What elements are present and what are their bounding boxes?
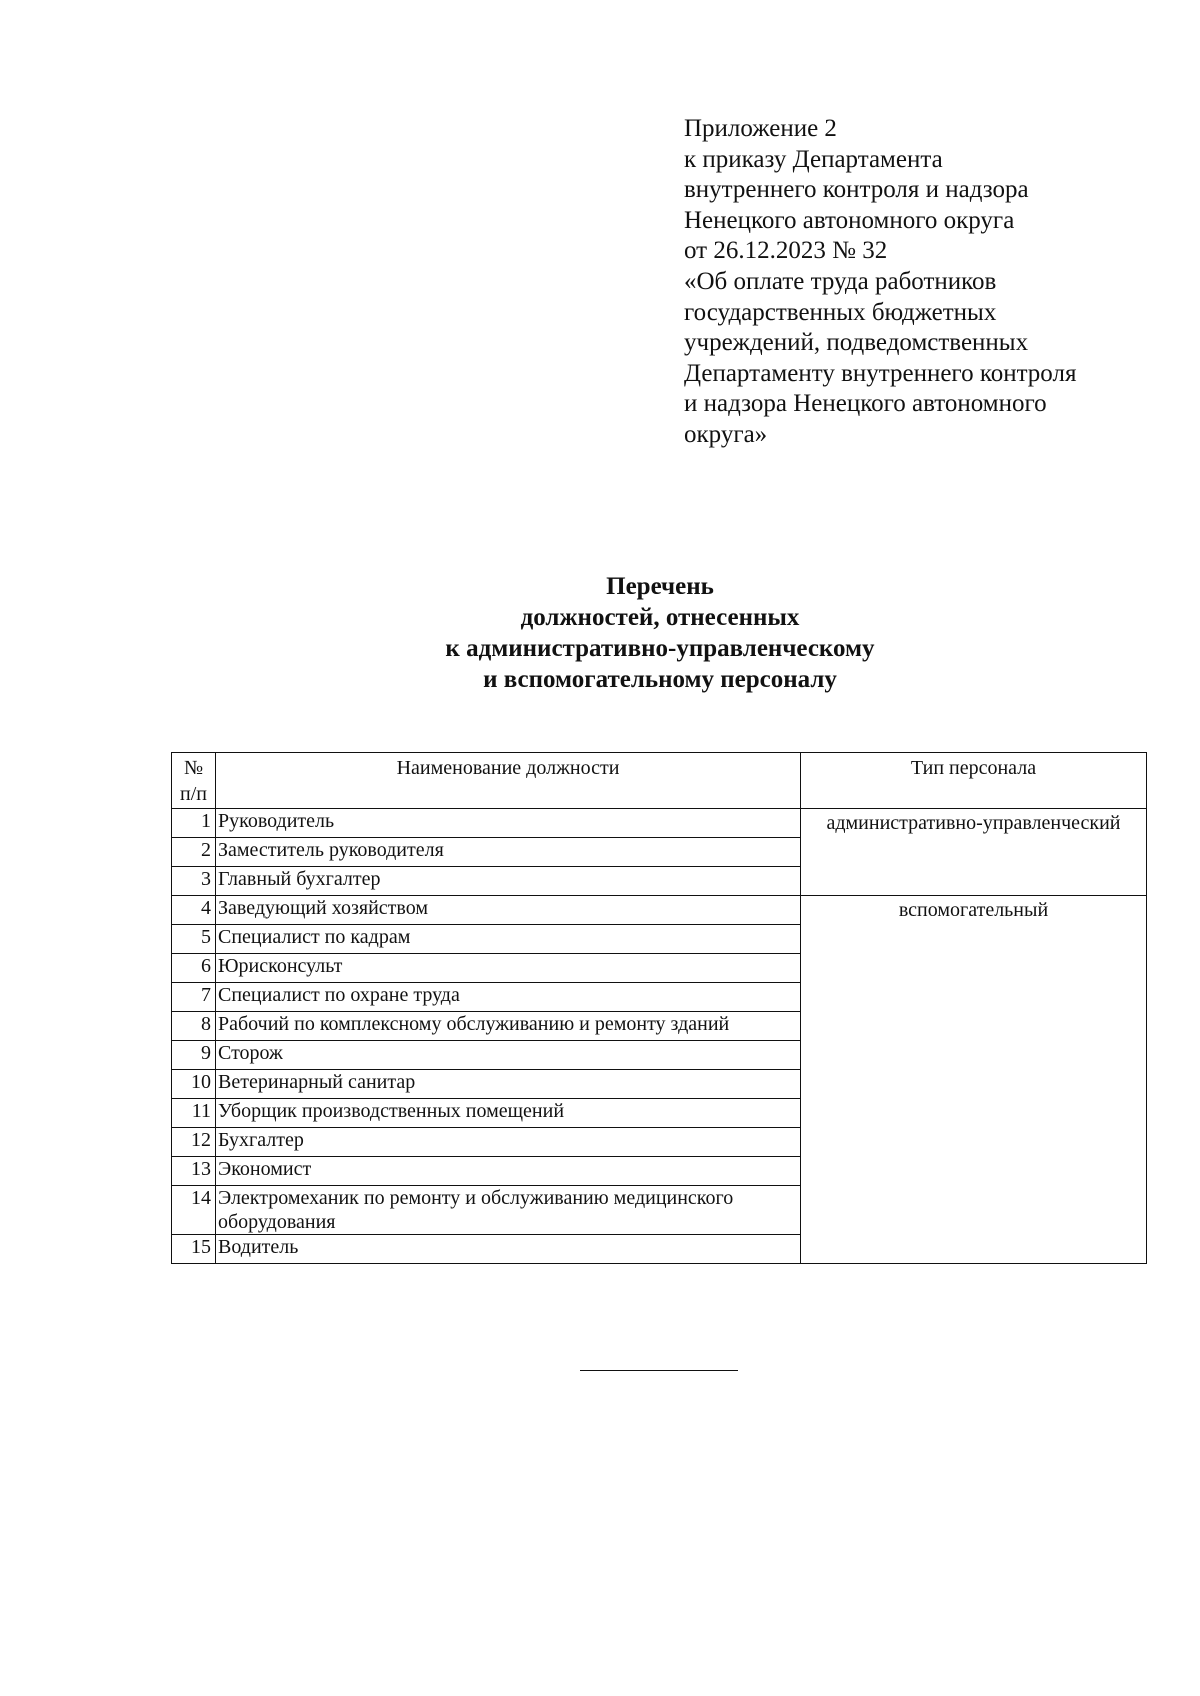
row-position-name: Водитель xyxy=(216,1235,801,1264)
row-position-name: Главный бухгалтер xyxy=(216,867,801,896)
document-title xyxy=(200,571,1120,695)
header-number xyxy=(172,753,216,809)
row-number: 9 xyxy=(172,1041,216,1070)
row-position-name: Специалист по охране труда xyxy=(216,983,801,1012)
row-staff-type: административно-управленческий xyxy=(801,809,1147,896)
positions-table xyxy=(171,752,1147,1264)
appendix-line: Ненецкого автономного округа xyxy=(684,206,1015,234)
row-number: 12 xyxy=(172,1128,216,1157)
table-header-row xyxy=(172,753,1147,809)
row-number: 13 xyxy=(172,1157,216,1186)
appendix-line: к приказу Департамента xyxy=(684,145,943,173)
table-body xyxy=(172,809,1147,1264)
row-number: 14 xyxy=(172,1186,216,1235)
appendix-line: «Об оплате труда работников xyxy=(684,267,997,295)
row-number: 3 xyxy=(172,867,216,896)
row-position-name: Специалист по кадрам xyxy=(216,925,801,954)
footer-divider xyxy=(580,1370,738,1371)
row-position-name: Юрисконсульт xyxy=(216,954,801,983)
appendix-line: Приложение 2 xyxy=(684,115,837,142)
appendix-line: и надзора Ненецкого автономного xyxy=(684,390,1047,418)
row-position-name: Сторож xyxy=(216,1041,801,1070)
row-position-name: Электромеханик по ремонту и обслуживанию медицинского оборудования xyxy=(216,1186,801,1235)
row-number: 1 xyxy=(172,809,216,838)
appendix-line: от 26.12.2023 № 32 xyxy=(684,237,888,265)
row-position-name: Заведующий хозяйством xyxy=(216,896,801,925)
table-row xyxy=(172,896,1147,925)
header-position-name: Наименование должности xyxy=(216,753,801,809)
row-position-name: Руководитель xyxy=(216,809,801,838)
row-position-name: Заместитель руководителя xyxy=(216,838,801,867)
row-number: 10 xyxy=(172,1070,216,1099)
row-number: 8 xyxy=(172,1012,216,1041)
appendix-line: внутреннего контроля и надзора xyxy=(684,176,1029,204)
header-number-label: № п/п xyxy=(180,757,207,805)
table-row xyxy=(172,809,1147,838)
title-line: Перечень xyxy=(606,573,714,600)
appendix-line: учреждений, подведомственных xyxy=(684,329,1029,357)
row-staff-type: вспомогательный xyxy=(801,896,1147,1264)
title-line: к административно-управленческому xyxy=(445,635,875,662)
appendix-block xyxy=(684,114,1154,451)
row-position-name: Рабочий по комплексному обслуживанию и ремонту зданий xyxy=(216,1012,801,1041)
row-position-name: Бухгалтер xyxy=(216,1128,801,1157)
title-line: и вспомогательному персоналу xyxy=(483,666,837,693)
row-number: 5 xyxy=(172,925,216,954)
row-number: 6 xyxy=(172,954,216,983)
row-number: 11 xyxy=(172,1099,216,1128)
appendix-line: государственных бюджетных xyxy=(684,298,997,326)
row-number: 15 xyxy=(172,1235,216,1264)
appendix-line: Департаменту внутреннего контроля xyxy=(684,359,1077,387)
row-position-name: Ветеринарный санитар xyxy=(216,1070,801,1099)
row-number: 7 xyxy=(172,983,216,1012)
row-number: 2 xyxy=(172,838,216,867)
row-position-name: Экономист xyxy=(216,1157,801,1186)
title-line: должностей, отнесенных xyxy=(520,604,800,631)
row-number: 4 xyxy=(172,896,216,925)
header-staff-type: Тип персонала xyxy=(801,753,1147,809)
appendix-line: округа» xyxy=(684,420,768,448)
row-position-name: Уборщик производственных помещений xyxy=(216,1099,801,1128)
